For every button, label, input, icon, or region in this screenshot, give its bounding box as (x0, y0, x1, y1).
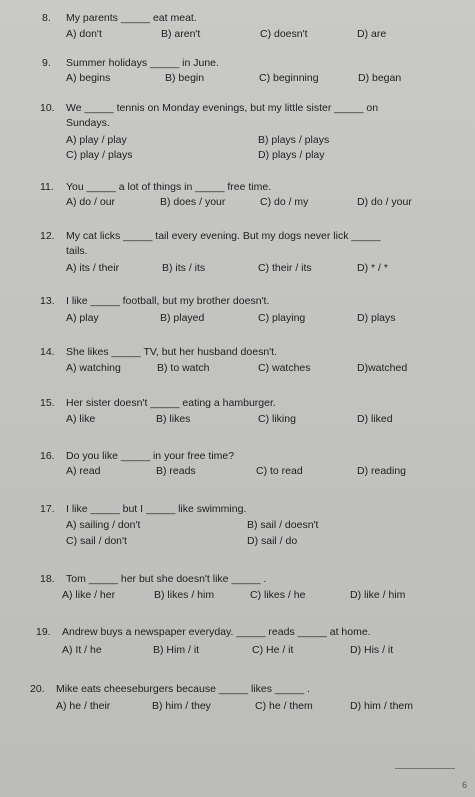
question-text: Summer holidays _____ in June. (66, 57, 219, 69)
option-a[interactable]: A) sailing / don't (66, 519, 141, 531)
option-c[interactable]: C) beginning (259, 72, 319, 84)
option-d[interactable]: D) like / him (350, 589, 406, 601)
page-number: 6 (462, 780, 468, 790)
option-d[interactable]: D) sail / do (247, 535, 298, 547)
question-number: 20. (30, 683, 45, 695)
question-text: Mike eats cheeseburgers because _____ likes _____ . (56, 683, 310, 695)
option-c[interactable]: C) He / it (252, 644, 294, 656)
question-text: Do you like _____ in your free time? (66, 450, 235, 462)
option-a[interactable]: A) begins (66, 72, 111, 84)
option-c[interactable]: C) he / them (255, 700, 313, 712)
option-a[interactable]: A) like (66, 413, 96, 425)
option-d[interactable]: D) reading (357, 465, 407, 477)
option-b[interactable]: B) played (160, 312, 205, 324)
option-a[interactable]: A) watching (66, 362, 121, 374)
question-text: She likes _____ TV, but her husband doesn't. (66, 346, 277, 358)
option-c[interactable]: C) their / its (258, 262, 312, 274)
option-d[interactable]: D) do / your (357, 196, 412, 208)
question-number: 17. (40, 503, 55, 515)
question-text: You _____ a lot of things in _____ free time. (66, 181, 272, 193)
option-d[interactable]: D)watched (357, 362, 408, 374)
option-a[interactable]: A) play / play (66, 134, 127, 146)
option-b[interactable]: B) plays / plays (258, 134, 330, 146)
footer-divider (395, 768, 455, 769)
option-c[interactable]: C) likes / he (250, 589, 306, 601)
question-number: 19. (36, 626, 51, 638)
option-b[interactable]: B) reads (156, 465, 196, 477)
question-number: 18. (40, 573, 55, 585)
option-c[interactable]: C) to read (256, 465, 303, 477)
option-b[interactable]: B) him / they (152, 700, 211, 712)
question-text-continued: tails. (66, 245, 88, 257)
option-d[interactable]: D) plays (357, 312, 396, 324)
option-c[interactable]: C) sail / don't (66, 535, 127, 547)
question-text: I like _____ football, but my brother doesn't. (66, 295, 270, 307)
option-a[interactable]: A) like / her (62, 589, 116, 601)
option-a[interactable]: A) do / our (66, 196, 116, 208)
option-d[interactable]: D) plays / play (258, 149, 325, 161)
question-number: 14. (40, 346, 55, 358)
option-b[interactable]: B) its / its (162, 262, 206, 274)
question-text: I like _____ but I _____ like swimming. (66, 503, 247, 515)
option-d[interactable]: D) liked (357, 413, 393, 425)
question-number: 10. (40, 102, 55, 114)
option-b[interactable]: B) likes (156, 413, 191, 425)
question-number: 16. (40, 450, 55, 462)
question-text-continued: Sundays. (66, 117, 110, 129)
question-text: My cat licks _____ tail every evening. But my dogs never lick _____ (66, 230, 381, 242)
option-c[interactable]: C) doesn't (260, 28, 308, 40)
question-number: 15. (40, 397, 55, 409)
question-text: My parents _____ eat meat. (66, 12, 197, 24)
option-a[interactable]: A) It / he (62, 644, 102, 656)
option-a[interactable]: A) its / their (66, 262, 120, 274)
question-number: 11. (40, 181, 54, 193)
option-a[interactable]: A) don't (66, 28, 102, 40)
question-number: 9. (42, 57, 51, 69)
question-number: 13. (40, 295, 55, 307)
question-text: Tom _____ her but she doesn't like _____ . (66, 573, 267, 585)
question-text: We _____ tennis on Monday evenings, but my little sister _____ on (66, 102, 379, 114)
option-c[interactable]: C) play / plays (66, 149, 133, 161)
option-c[interactable]: C) watches (258, 362, 311, 374)
option-d[interactable]: D) him / them (350, 700, 414, 712)
question-text: Andrew buys a newspaper everyday. _____ reads _____ at home. (62, 626, 371, 638)
option-b[interactable]: B) does / your (160, 196, 226, 208)
option-a[interactable]: A) read (66, 465, 101, 477)
option-b[interactable]: B) begin (165, 72, 205, 84)
option-d[interactable]: D) are (357, 28, 387, 40)
option-a[interactable]: A) play (66, 312, 99, 324)
question-number: 8. (42, 12, 51, 24)
option-d[interactable]: D) began (358, 72, 402, 84)
option-b[interactable]: B) sail / doesn't (247, 519, 319, 531)
option-d[interactable]: D) * / * (357, 262, 388, 274)
option-d[interactable]: D) His / it (350, 644, 394, 656)
option-c[interactable]: C) playing (258, 312, 306, 324)
option-c[interactable]: C) liking (258, 413, 296, 425)
option-a[interactable]: A) he / their (56, 700, 111, 712)
option-b[interactable]: B) to watch (157, 362, 210, 374)
option-b[interactable]: B) likes / him (154, 589, 215, 601)
option-b[interactable]: B) aren't (161, 28, 201, 40)
question-text: Her sister doesn't _____ eating a hamburger. (66, 397, 276, 409)
question-number: 12. (40, 230, 55, 242)
option-b[interactable]: B) Him / it (153, 644, 200, 656)
option-c[interactable]: C) do / my (260, 196, 309, 208)
